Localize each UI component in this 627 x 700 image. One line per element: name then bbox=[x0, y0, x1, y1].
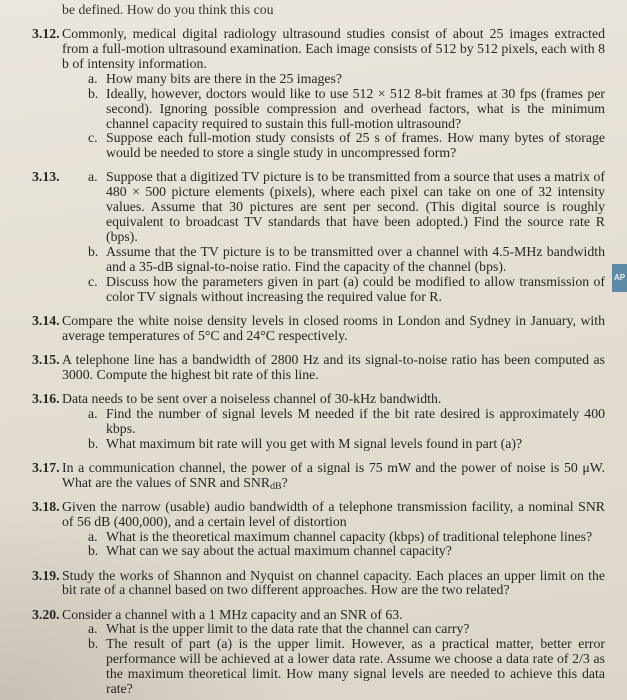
problem-number: 3.15. bbox=[32, 351, 60, 367]
part-text: Suppose each full-motion study consists of 25 s of frames. How many bytes of storage would be needed to store a single study in uncompressed form? bbox=[106, 130, 605, 161]
problem-3-14 bbox=[32, 312, 605, 344]
problem-part bbox=[62, 437, 605, 452]
problem-list bbox=[32, 2, 605, 697]
problem-stem: Consider a channel with a 1 MHz capacity and an SNR of 63. bbox=[62, 606, 403, 622]
part-text: How many bits are there in the 25 images? bbox=[106, 70, 343, 86]
problem-part bbox=[62, 622, 605, 637]
chapter-tab: AP bbox=[612, 264, 627, 292]
part-label: b. bbox=[88, 85, 99, 101]
continued-text: be defined. How do you think this cou bbox=[62, 2, 274, 17]
problem-3-15 bbox=[32, 351, 605, 383]
problem-part bbox=[62, 72, 605, 87]
part-text: What can we say about the actual maximum channel capacity? bbox=[106, 543, 452, 559]
problem-part bbox=[62, 637, 605, 697]
problem-3-19 bbox=[32, 567, 605, 599]
problem-part bbox=[62, 245, 605, 275]
problem-stem: Data needs to be sent over a noiseless channel of 30-kHz bandwidth. bbox=[62, 390, 442, 406]
problem-3-17 bbox=[32, 459, 605, 493]
problem-part bbox=[62, 87, 605, 132]
part-label: a. bbox=[88, 169, 98, 185]
part-label: b. bbox=[88, 244, 99, 259]
part-text: The result of part (a) is the upper limit. However, as a practical matter, better error performance will be achieved at a lower data rate. Assume we choose a data rate of 2/3 as the maximum theoretical limit. How many signal levels are needed to achieve this data rate? bbox=[106, 636, 605, 697]
part-text: What is the theoretical maximum channel capacity (kbps) of traditional telephone lines? bbox=[106, 528, 593, 544]
problem-number: 3.14. bbox=[32, 312, 60, 328]
problem-stem bbox=[62, 461, 605, 491]
part-text: Find the number of signal levels M needed if the bit rate desired is approximately 400 kbps. bbox=[106, 405, 605, 436]
problem-3-16 bbox=[32, 390, 605, 452]
problem-3-13 bbox=[32, 169, 605, 304]
problem-number: 3.19. bbox=[32, 567, 60, 583]
problem-number: 3.16. bbox=[32, 390, 60, 406]
part-label: b. bbox=[88, 435, 99, 451]
problem-3-12 bbox=[32, 26, 605, 161]
problem-number: 3.17. bbox=[32, 459, 60, 475]
problem-number: 3.18. bbox=[32, 498, 60, 514]
problem-part bbox=[62, 131, 605, 161]
problem-3-20 bbox=[32, 606, 605, 697]
problem-part bbox=[62, 544, 605, 559]
part-text: Ideally, however, doctors would like to use 512 × 512 8-bit frames at 30 fps (frames per second). Ignoring possible compression and overhead factors, what is the minimum channel capacity required to sustain this full-motion ultrasound? bbox=[106, 85, 605, 131]
problem-stem: A telephone line has a bandwidth of 2800 Hz and its signal-to-noise ratio has been computed as 3000. Compute the highest bit rate of this line. bbox=[62, 351, 605, 382]
part-label: a. bbox=[88, 528, 98, 544]
problem-part bbox=[62, 407, 605, 437]
stem-end: ? bbox=[281, 474, 288, 490]
part-text: Discuss how the parameters given in part (a) could be modified to allow transmission of color TV signals without increasing the required value for R. bbox=[106, 273, 605, 304]
problem-3-18 bbox=[32, 498, 605, 560]
problem-stem: Compare the white noise density levels in closed rooms in London and Sydney in January, with average temperatures of 5°C and 24°C respectively. bbox=[62, 312, 605, 343]
part-label: a. bbox=[88, 621, 98, 637]
problem-part bbox=[62, 530, 605, 545]
part-label: a. bbox=[88, 405, 98, 421]
part-label: a. bbox=[88, 70, 98, 86]
snr-db-subscript: dB bbox=[270, 481, 282, 493]
part-label: b. bbox=[88, 636, 99, 652]
part-label: b. bbox=[88, 543, 99, 559]
part-text: What is the upper limit to the data rate that the channel can carry? bbox=[106, 621, 470, 637]
part-label: c. bbox=[88, 273, 98, 289]
problem-part bbox=[62, 170, 605, 245]
problem-stem: Commonly, medical digital radiology ultrasound studies consist of about 25 images extracted from a full-motion ultrasound examination. Each image consists of 512 by 512 pixels, each with 8 b of intensity information. bbox=[62, 26, 605, 71]
problem-number: 3.13. bbox=[32, 169, 60, 185]
part-text: Assume that the TV picture is to be transmitted over a channel with 4.5-MHz bandwidth and a 35-dB signal-to-noise ratio. Find the capacity of the channel (bps). bbox=[106, 244, 605, 274]
problem-part bbox=[62, 275, 605, 305]
part-text: Suppose that a digitized TV picture is to be transmitted from a source that uses a matrix of 480 × 500 picture elements (pixels), where each pixel can take on one of 32 intensity values. Assume that 30 pictures are sent per second. (This digital source is roughly equivalent to broadcast TV standards that have been adopted.) Find the source rate R (bps). bbox=[106, 169, 605, 245]
problem-stem: Given the narrow (usable) audio bandwidth of a telephone transmission facility, a nominal SNR of 56 dB (400,000), and a certain level of distortion bbox=[62, 498, 605, 529]
part-text: What maximum bit rate will you get with M signal levels found in part (a)? bbox=[106, 435, 523, 451]
problem-stem: Study the works of Shannon and Nyquist on channel capacity. Each places an upper limit on the bit rate of a channel based on two different approaches. How are the two related? bbox=[62, 567, 605, 598]
part-label: c. bbox=[88, 130, 98, 146]
stem-text: In a communication channel, the power of a signal is 75 mW and the power of noise is 50 μW. What are the values of SNR and SNR bbox=[62, 459, 605, 490]
problem-number: 3.12. bbox=[32, 26, 60, 42]
problem-number: 3.20. bbox=[32, 606, 60, 622]
